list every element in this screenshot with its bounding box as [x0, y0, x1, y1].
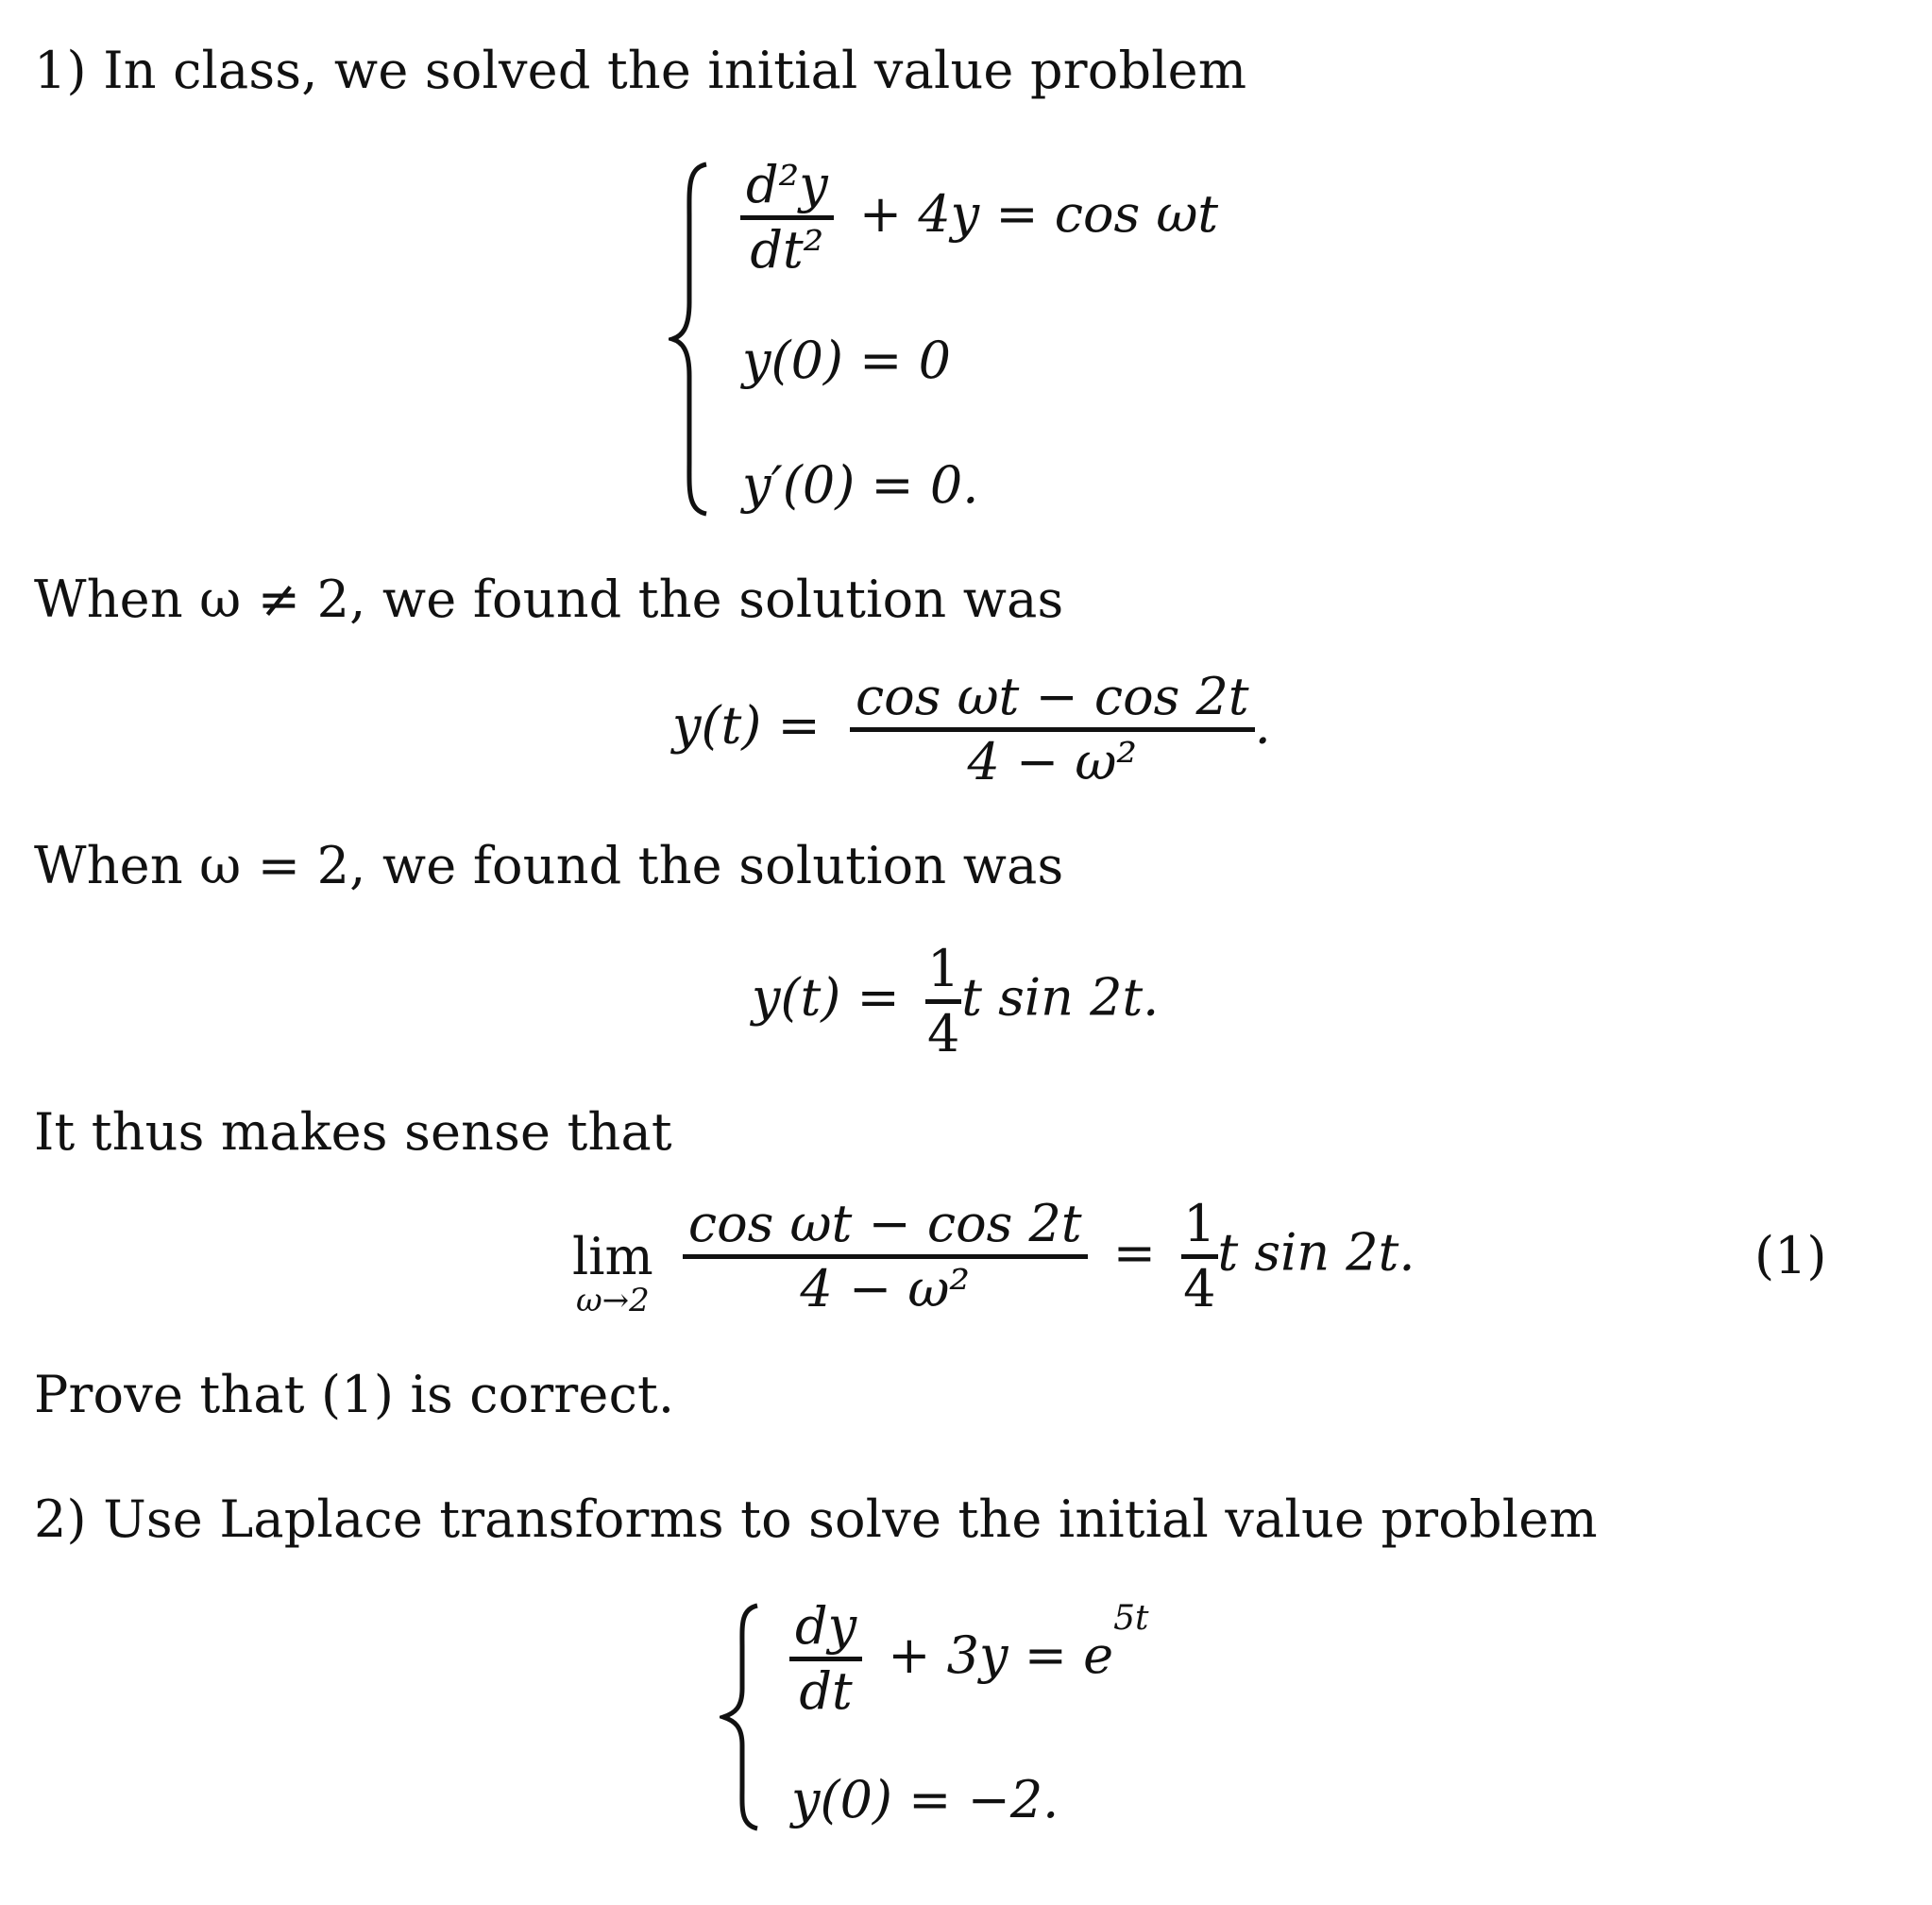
ode1-numerator: d²y [740, 155, 834, 220]
system1-ic1: y(0) = 0 [742, 331, 951, 390]
case-equal-text: When ω = 2, we found the solution was [34, 836, 1064, 895]
ode2-denominator: dt [799, 1661, 853, 1721]
limit-equation [572, 1194, 1415, 1319]
solution-eq-tail: t sin 2t. [961, 967, 1160, 1028]
ode2-numerator: dy [789, 1596, 862, 1661]
solution-not-equal [672, 667, 1271, 792]
problem2-intro: 2) Use Laplace transforms to solve the initial value problem [34, 1489, 1598, 1549]
ode1-rhs: + 4y = cos ωt [858, 183, 1219, 244]
solution-neq-fraction [850, 667, 1255, 792]
limit-operator [572, 1226, 653, 1319]
solution-neq-period: . [1254, 695, 1271, 756]
equation-label: (1) [1754, 1226, 1827, 1285]
system2-ode [789, 1596, 1148, 1722]
problem1-intro: 1) In class, we solved the initial value problem [34, 41, 1247, 100]
ode2-exponent: 5t [1113, 1599, 1149, 1638]
solution-neq-denominator: 4 − ω² [967, 732, 1138, 791]
limit-rhs-denominator: 4 [1183, 1259, 1216, 1318]
solution-eq-fraction [925, 939, 961, 1064]
limit-rhs-numerator: 1 [1181, 1194, 1217, 1259]
system1-ic2: y′(0) = 0. [742, 455, 979, 515]
limit-subscript: ω→2 [575, 1281, 650, 1319]
limit-denominator: 4 − ω² [800, 1259, 971, 1318]
limit-rhs-tail: t sin 2t. [1217, 1222, 1415, 1283]
solution-eq-denominator: 4 [926, 1004, 960, 1063]
solution-neq-numerator: cos ωt − cos 2t [850, 667, 1255, 732]
ode1-fraction [740, 155, 834, 281]
ode2-fraction [789, 1596, 862, 1722]
solution-eq-lhs: y(t) = [752, 967, 900, 1028]
solution-neq-lhs: y(t) = [672, 695, 821, 756]
prove-text: Prove that (1) is correct. [34, 1365, 675, 1424]
case-not-equal-text: When ω ≠ 2, we found the solution was [34, 570, 1064, 629]
left-brace-icon-2 [720, 1602, 763, 1832]
limit-lim: lim [572, 1226, 653, 1286]
solution-eq-numerator: 1 [925, 939, 961, 1004]
system1-ode [740, 155, 1218, 281]
solution-equal [752, 939, 1159, 1064]
system2-ic: y(0) = −2. [791, 1770, 1059, 1829]
limit-rhs-fraction [1181, 1194, 1217, 1319]
thus-text: It thus makes sense that [34, 1102, 672, 1162]
ode2-rhs: + 3y = e [888, 1624, 1114, 1685]
limit-numerator: cos ωt − cos 2t [683, 1194, 1088, 1259]
limit-fraction [683, 1194, 1088, 1319]
limit-equals: = [1112, 1222, 1156, 1283]
ode1-denominator: dt² [750, 220, 824, 280]
left-brace-icon [669, 161, 712, 518]
